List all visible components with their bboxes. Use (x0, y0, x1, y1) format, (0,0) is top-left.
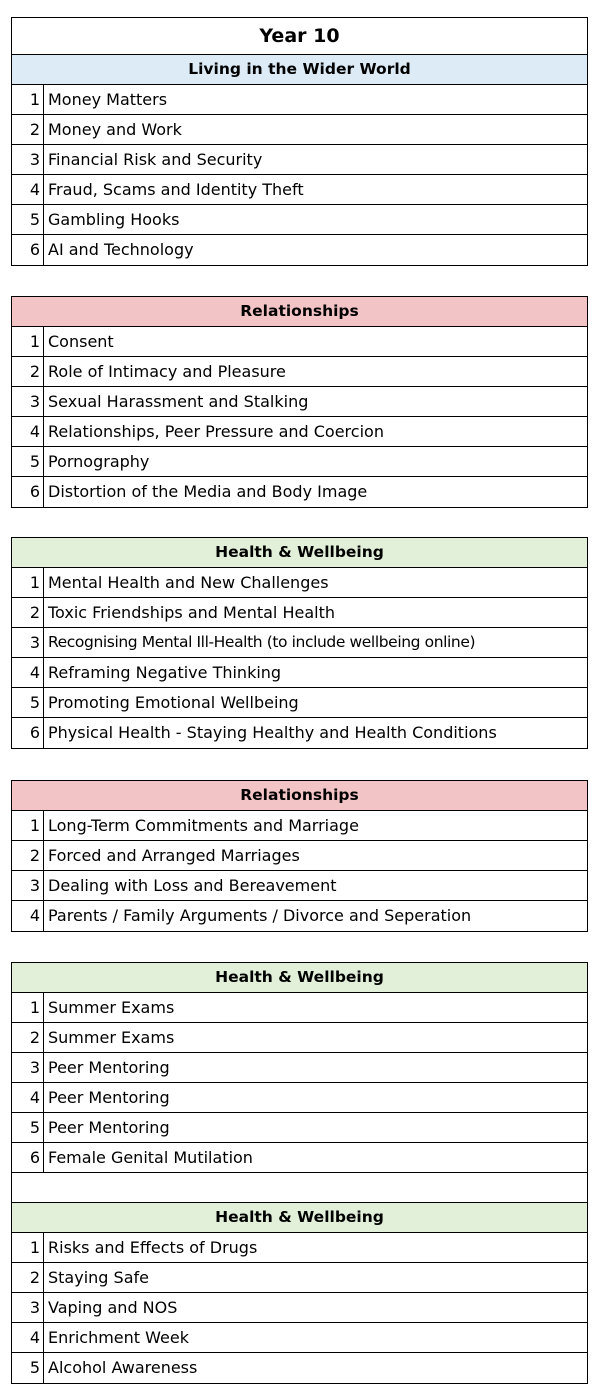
table-row (12, 1083, 587, 1113)
row-topic: Risks and Effects of Drugs (48, 1238, 258, 1257)
table-row (12, 628, 587, 658)
section-heading: Health & Wellbeing (215, 1208, 384, 1226)
table-row (12, 568, 587, 598)
row-number: 1 (12, 1233, 44, 1262)
row-number: 1 (12, 568, 44, 597)
row-number: 6 (12, 1143, 44, 1172)
table-row (12, 387, 587, 417)
row-topic: Fraud, Scams and Identity Theft (48, 180, 304, 199)
table-row (12, 1293, 587, 1323)
table-row (12, 841, 587, 871)
row-number: 1 (12, 993, 44, 1022)
table-row (12, 1263, 587, 1293)
table-row (12, 688, 587, 718)
row-topic: Forced and Arranged Marriages (48, 846, 300, 865)
row-topic: Role of Intimacy and Pleasure (48, 362, 286, 381)
section-header-row (12, 538, 587, 568)
table-row (12, 871, 587, 901)
row-number: 3 (12, 1053, 44, 1082)
row-number: 6 (12, 235, 44, 265)
table-row (12, 1143, 587, 1173)
row-topic: AI and Technology (48, 240, 194, 259)
row-number: 5 (12, 688, 44, 717)
row-topic: Money and Work (48, 120, 182, 139)
section-header-row (12, 297, 587, 327)
table-row (12, 811, 587, 841)
table-relationships-2 (11, 780, 588, 932)
row-number: 2 (12, 357, 44, 386)
row-number: 5 (12, 447, 44, 476)
row-topic: Physical Health - Staying Healthy and Health Conditions (48, 723, 497, 742)
table-health-wellbeing-2 (11, 962, 588, 1384)
table-row (12, 1233, 587, 1263)
table-relationships-1 (11, 296, 588, 508)
row-number: 5 (12, 205, 44, 234)
row-number: 6 (12, 477, 44, 507)
row-topic: Money Matters (48, 90, 168, 109)
row-number: 5 (12, 1353, 44, 1383)
table-row (12, 205, 587, 235)
row-number: 5 (12, 1113, 44, 1142)
row-number: 3 (12, 628, 44, 657)
table-row (12, 235, 587, 265)
row-topic: Distortion of the Media and Body Image (48, 482, 368, 501)
row-topic: Summer Exams (48, 998, 175, 1017)
row-topic: Promoting Emotional Wellbeing (48, 693, 299, 712)
row-topic: Reframing Negative Thinking (48, 663, 282, 682)
row-topic: Parents / Family Arguments / Divorce and Seperation (48, 906, 472, 925)
table-row (12, 598, 587, 628)
blank-separator-row (12, 1173, 587, 1203)
section-heading: Health & Wellbeing (215, 968, 384, 986)
table-row (12, 477, 587, 507)
row-topic: Summer Exams (48, 1028, 175, 1047)
row-number: 4 (12, 1323, 44, 1352)
table-row (12, 115, 587, 145)
row-number: 4 (12, 417, 44, 446)
section-heading: Living in the Wider World (188, 60, 411, 78)
row-topic: Pornography (48, 452, 150, 471)
row-number: 1 (12, 85, 44, 114)
row-number: 2 (12, 598, 44, 627)
table-row (12, 357, 587, 387)
row-topic: Peer Mentoring (48, 1058, 170, 1077)
row-number: 2 (12, 841, 44, 870)
row-topic: Gambling Hooks (48, 210, 180, 229)
row-topic: Female Genital Mutilation (48, 1148, 253, 1167)
section-header-row (12, 55, 587, 85)
table-row (12, 718, 587, 748)
table-row (12, 1053, 587, 1083)
table-row (12, 327, 587, 357)
table-row (12, 85, 587, 115)
row-topic: Consent (48, 332, 114, 351)
table-row (12, 447, 587, 477)
row-number: 3 (12, 871, 44, 900)
section-header-row (12, 963, 587, 993)
row-topic: Financial Risk and Security (48, 150, 263, 169)
table-row (12, 1023, 587, 1053)
table-row (12, 658, 587, 688)
section-heading: Relationships (240, 302, 359, 320)
table-row (12, 1113, 587, 1143)
row-number: 6 (12, 718, 44, 748)
row-topic: Mental Health and New Challenges (48, 573, 329, 592)
row-number: 3 (12, 387, 44, 416)
row-number: 3 (12, 145, 44, 174)
table-row (12, 145, 587, 175)
row-topic: Peer Mentoring (48, 1088, 170, 1107)
table-living-wider-world (11, 17, 588, 266)
row-topic: Staying Safe (48, 1268, 149, 1287)
row-number: 1 (12, 327, 44, 356)
table-row (12, 1323, 587, 1353)
row-number: 2 (12, 1023, 44, 1052)
table-health-wellbeing-1 (11, 537, 588, 749)
row-number: 4 (12, 658, 44, 687)
row-topic: Alcohol Awareness (48, 1358, 198, 1377)
table-row (12, 1353, 587, 1383)
row-topic: Vaping and NOS (48, 1298, 178, 1317)
table-row (12, 993, 587, 1023)
section-heading: Health & Wellbeing (215, 543, 384, 561)
row-topic: Relationships, Peer Pressure and Coercion (48, 422, 384, 441)
section-heading: Relationships (240, 786, 359, 804)
row-number: 3 (12, 1293, 44, 1322)
section-header-row (12, 781, 587, 811)
section-header-row (12, 1203, 587, 1233)
row-topic: Toxic Friendships and Mental Health (48, 603, 335, 622)
row-topic: Long-Term Commitments and Marriage (48, 816, 359, 835)
row-topic: Dealing with Loss and Bereavement (48, 876, 337, 895)
table-row (12, 417, 587, 447)
page-title: Year 10 (259, 25, 340, 47)
row-topic: Sexual Harassment and Stalking (48, 392, 309, 411)
table-row (12, 175, 587, 205)
row-number: 2 (12, 1263, 44, 1292)
row-number: 1 (12, 811, 44, 840)
row-topic: Enrichment Week (48, 1328, 189, 1347)
table-row (12, 901, 587, 931)
row-number: 4 (12, 1083, 44, 1112)
row-number: 4 (12, 175, 44, 204)
row-topic: Recognising Mental Ill-Health (to include wellbeing online) (48, 633, 476, 651)
row-topic: Peer Mentoring (48, 1118, 170, 1137)
year-title-row (12, 18, 587, 55)
row-number: 2 (12, 115, 44, 144)
row-number: 4 (12, 901, 44, 931)
